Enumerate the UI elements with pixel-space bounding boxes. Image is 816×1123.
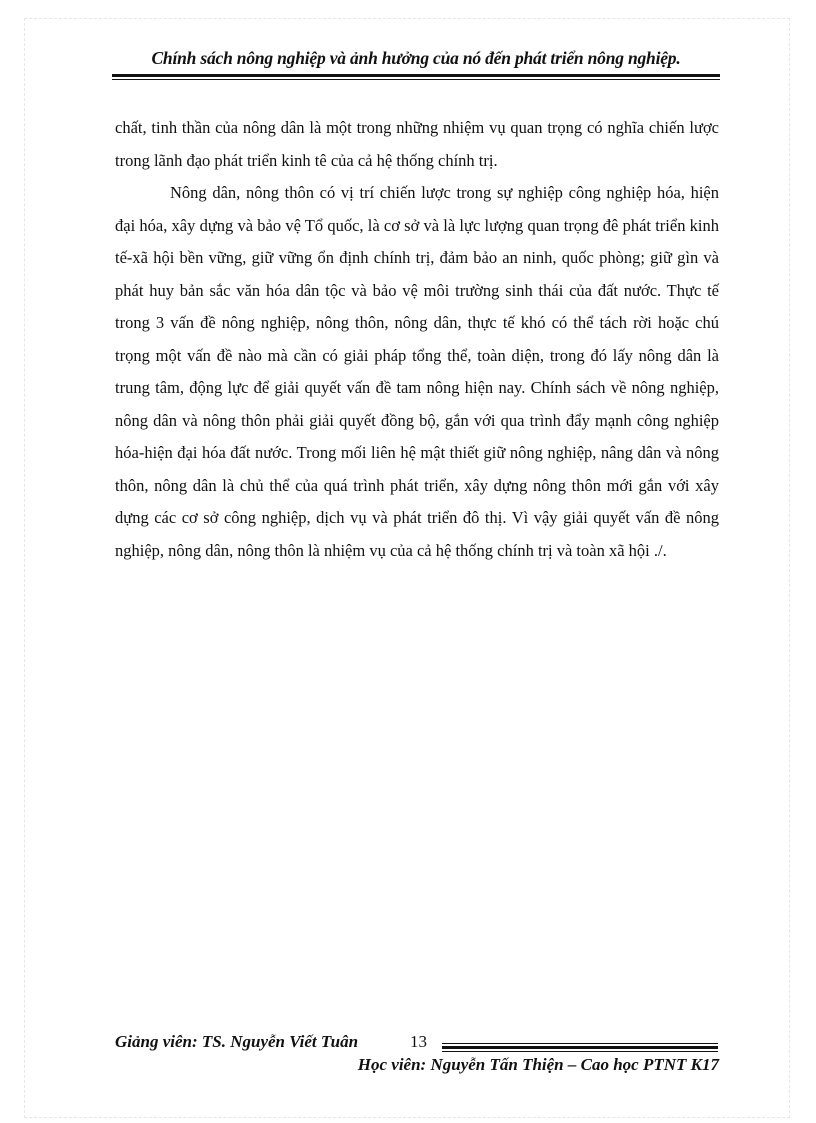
page-number: 13 (410, 1032, 427, 1051)
footer-student: Học viên: Nguyễn Tấn Thiện – Cao học PTNT K17 (357, 1055, 719, 1074)
footer-rule-middle (442, 1046, 718, 1049)
footer-lecturer: Giảng viên: TS. Nguyễn Viết Tuân (115, 1032, 359, 1051)
paragraph-continuation: chất, tinh thần của nông dân là một trong những nhiệm vụ quan trọng có nghĩa chiến lược trong lãnh đạo phát triển kinh tê của cả hệ thống chính trị. (115, 118, 719, 170)
header-rule-thin (112, 79, 720, 80)
footer-rule-bottom (442, 1051, 718, 1052)
header-rule-thick (112, 74, 720, 77)
paragraph: Nông dân, nông thôn có vị trí chiến lược trong sự nghiệp công nghiệp hóa, hiện đại hóa, xây dựng và bảo vệ Tổ quốc, là cơ sở và là lực lượng quan trọng đê phát triển kinh tế-xã hội bền vững, giữ vững ổn định chính trị, đảm bảo an ninh, quốc phòng; giữ gìn và phát huy bản sắc văn hóa dân tộc và bảo vệ môi trường sinh thái của đất nước. Thực tế trong 3 vấn đề nông nghiệp, nông thôn, nông dân, thực tế khó có thể tách rời hoặc chú trọng một vấn đề nào mà cần có giải pháp tổng thể, toàn diện, trong đó lấy nông dân là trung tâm, động lực để giải quyết vấn đề tam nông hiện nay. Chính sách về nông nghiệp, nông dân và nông thôn phải giải quyết đồng bộ, gắn với qua trình đẩy mạnh công nghiệp hóa-hiện đại hóa đất nước. Trong mối liên hệ mật thiết giữ nông nghiệp, nâng dân và nông thôn, nông dân là chủ thể của quá trình phát triển, xây dựng nông thôn mới gắn với xây dựng các cơ sở công nghiệp, dịch vụ và phát triển đô thị. Vì vậy giải quyết vấn đề nông nghiệp, nông dân, nông thôn là nhiệm vụ của cả hệ thống chính trị và toàn xã hội ./. (115, 183, 719, 560)
footer-rule-top (442, 1043, 718, 1044)
body-text (115, 112, 719, 567)
running-header: Chính sách nông nghiệp và ảnh hưởng của nó đến phát triển nông nghiệp. (151, 48, 681, 68)
